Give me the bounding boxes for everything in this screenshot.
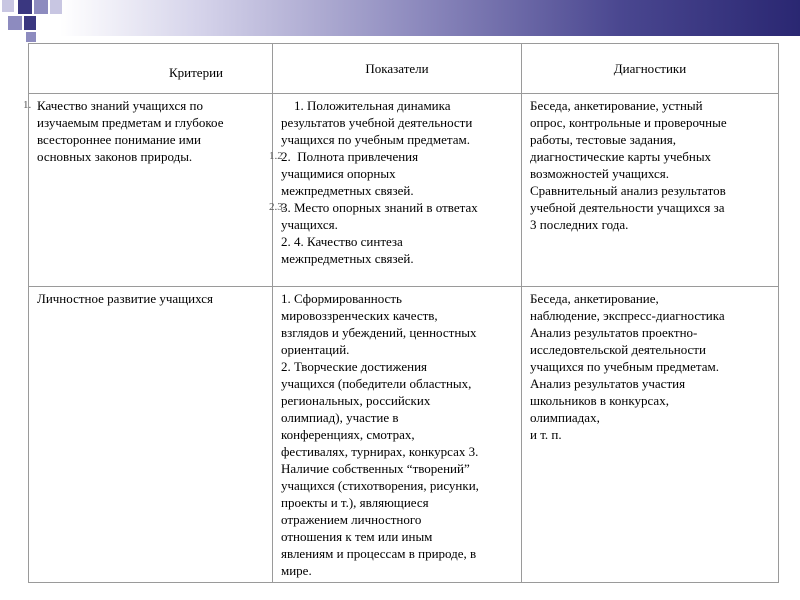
diagnostics-cell [522,287,779,583]
cell-line: работы, тестовые задания, [530,132,677,147]
cell-line: фестивалях, турнирах, конкурсах 3. [281,444,479,459]
cell-line: результатов учебной деятельности [281,115,473,130]
header-indicators: Показатели [273,44,522,94]
cell-line: Беседа, анкетирование, устный [530,98,703,113]
decor-square [50,0,62,14]
slide-header-bar [0,0,800,36]
cell-line: основных законов природы. [37,149,193,164]
cell-line: Анализ результатов проектно- [530,325,698,340]
cell-line: межпредметных связей. [281,251,414,266]
criteria-cell [23,94,273,287]
cell-line: 1. Сформированность [281,291,402,306]
cell-line: наблюдение, экспресс-диагностика [530,308,725,323]
cell-line: 1. Качество знаний учащихся по [23,98,203,113]
cell-line: Беседа, анкетирование, [530,291,659,306]
cell-line: олимпиад), участие в [281,410,399,425]
cell-line: изучаемым предметам и глубокое [37,115,224,130]
cell-line: явлениям и процессам в природе, в [281,546,477,561]
cell-line: ориентаций. [281,342,350,357]
cell-line: мировоззренческих качеств, [281,308,438,323]
cell-line: учащихся по учебным предметам. [281,132,470,147]
list-marker: 1. [23,99,32,111]
cell-line: 1. Положительная динамика [281,98,451,113]
cell-line: проекты и т.), являющиеся [281,495,429,510]
list-marker: 1.2. [269,150,286,162]
cell-line: опрос, контрольные и проверочные [530,115,727,130]
cell-line: учащимися опорных [281,166,396,181]
cell-line: отражением личностного [281,512,422,527]
header-diagnostics: Диагностики [522,44,779,94]
cell-line: 1.2. 2. Полнота привлечения [269,149,419,164]
cell-line: диагностические карты учебных [530,149,712,164]
cell-line: Сравнительный анализ результатов [530,183,726,198]
decor-square [2,0,14,12]
list-marker: 2.3. [269,201,286,213]
cell-line: Анализ результатов участия [530,376,686,391]
table-row [29,287,779,583]
cell-line: учащихся. [281,217,338,232]
cell-line: и т. п. [530,427,562,442]
decor-square [8,16,22,30]
table-row [29,94,779,287]
cell-line: межпредметных связей. [281,183,414,198]
cell-line: учащихся по учебным предметам. [530,359,719,374]
table-header-row [29,44,779,94]
diagnostics-cell [522,94,779,287]
cell-line: 2. 4. Качество синтеза [281,234,403,249]
indicators-cell [273,287,522,583]
cell-line: конференциях, смотрах, [281,427,415,442]
cell-line: олимпиадах, [530,410,600,425]
cell-line: школьников в конкурсах, [530,393,669,408]
decor-square [24,16,36,30]
decor-square [26,32,36,42]
indicators-cell [269,94,522,287]
cell-line: 2.3. 3. Место опорных знаний в ответах [269,200,478,215]
cell-line: взглядов и убеждений, ценностных [281,325,477,340]
cell-line: учащихся (стихотворения, рисунки, [281,478,479,493]
cell-line: всестороннее понимание ими [37,132,201,147]
cell-line: учащихся (победители областных, [281,376,472,391]
criteria-table [23,43,779,583]
cell-line: отношения к тем или иным [281,529,433,544]
cell-line: региональных, российских [281,393,431,408]
cell-line: возможностей учащихся. [530,166,669,181]
cell-line: 2. Творческие достижения [281,359,428,374]
cell-line: мире. [281,563,312,578]
cell-line: Личностное развитие учащихся [37,291,213,306]
decor-square [18,0,32,14]
cell-line: учебной деятельности учащихся за [530,200,725,215]
cell-line: исследовтельской деятельности [530,342,706,357]
criteria-cell [29,287,273,583]
cell-line: Наличие собственных “творений” [281,461,470,476]
decor-square [34,0,48,14]
cell-line: 3 последних года. [530,217,629,232]
header-criteria: Критерии [29,44,273,94]
